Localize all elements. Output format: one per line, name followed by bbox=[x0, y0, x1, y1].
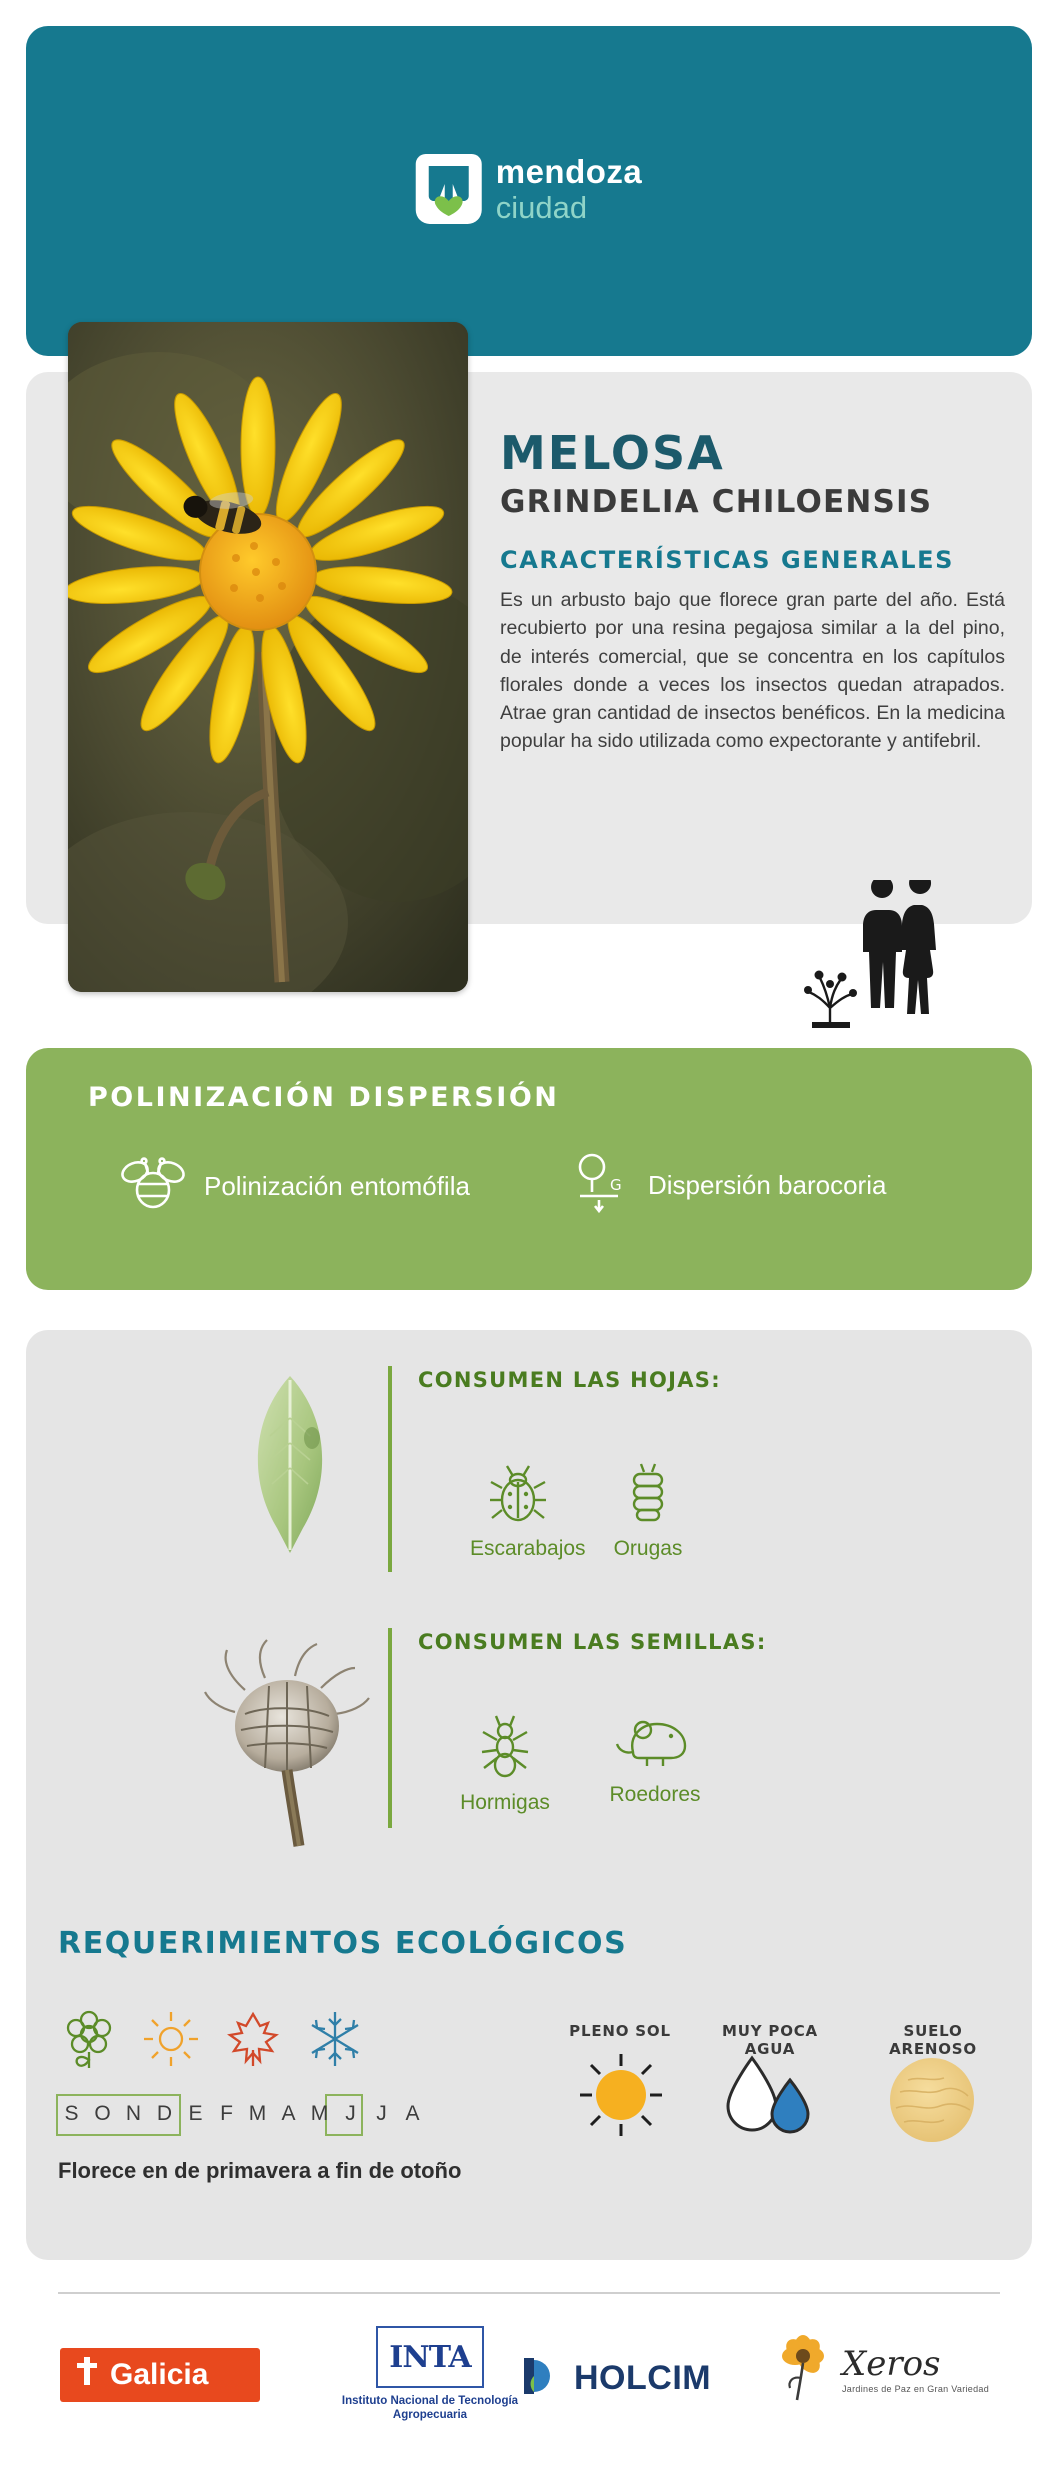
sponsor-xeros bbox=[770, 2330, 1000, 2407]
condition-title-soil: SUELO ARENOSO bbox=[889, 2022, 977, 2058]
season-icons bbox=[58, 2008, 458, 2075]
inta-label: INTA bbox=[389, 2339, 471, 2375]
consumer-label-ant: Hormigas bbox=[460, 1791, 550, 1814]
melosa-flower-photo bbox=[68, 322, 468, 992]
condition-title-sun: PLENO SOL bbox=[569, 2022, 671, 2040]
galicia-logo bbox=[60, 2348, 260, 2402]
seed-drop-icon bbox=[566, 1152, 632, 1219]
mendoza-ciudad-logo bbox=[416, 154, 643, 224]
pollination-band bbox=[26, 1048, 1032, 1290]
month-cell: E bbox=[188, 2102, 203, 2125]
snowflake-icon bbox=[304, 2008, 366, 2075]
consume-leaves-title: CONSUMEN LAS HOJAS: bbox=[418, 1368, 721, 1392]
galicia-mark-icon bbox=[74, 2355, 100, 2395]
divider-seeds bbox=[388, 1628, 392, 1828]
sponsor-holcim bbox=[516, 2352, 711, 2405]
scientific-name: GRINDELIA CHILOENSIS bbox=[500, 484, 933, 520]
footer-divider bbox=[58, 2292, 1000, 2294]
consumer-icon-ant bbox=[450, 1712, 560, 1815]
logo-line1: mendoza bbox=[495, 153, 643, 190]
water-drops-icon bbox=[718, 2052, 824, 2147]
xeros-subtitle: Jardines de Paz en Gran Variedad bbox=[842, 2383, 990, 2394]
bloom-period-text: Florece en de primavera a fin de otoño bbox=[58, 2158, 462, 2183]
pollination-item-1 bbox=[566, 1152, 886, 1219]
month-cell: A bbox=[281, 2102, 296, 2125]
condition-title-water: MUY POCA AGUA bbox=[722, 2022, 818, 2058]
consume-seeds-title: CONSUMEN LAS SEMILLAS: bbox=[418, 1630, 767, 1654]
logo-line2: ciudad bbox=[495, 190, 588, 225]
month-cell: J bbox=[376, 2102, 387, 2125]
xeros-label: Xeros bbox=[842, 2343, 941, 2384]
clover-leaf-icon bbox=[416, 154, 482, 224]
consumer-icon-beetle bbox=[470, 1460, 586, 1561]
pollination-item-0 bbox=[118, 1156, 470, 1217]
pollination-title: POLINIZACIÓN DISPERSIÓN bbox=[88, 1082, 560, 1113]
seedhead-photo bbox=[195, 1630, 385, 1850]
bee-icon bbox=[118, 1156, 188, 1217]
month-cell: N bbox=[125, 2102, 142, 2125]
human-scale-silhouettes bbox=[790, 880, 980, 1030]
holcim-label: HOLCIM bbox=[574, 2359, 712, 2397]
month-cell: J bbox=[345, 2102, 356, 2125]
consumer-label-rodent: Roedores bbox=[609, 1783, 701, 1806]
month-cell: M bbox=[248, 2102, 267, 2125]
caterpillar-icon bbox=[622, 1460, 674, 1524]
species-description: Es un arbusto bajo que florece gran parte del año. Está recubierto por una resina pegajosa similar a la del pino, de interés comercial, que se concentra en los capítulos florales donde a veces los insectos quedan atrapados. Atrae gran cantidad de insectos benéficos. En la medicina popular ha sido utilizada como expectorante y antifebril. bbox=[500, 589, 1005, 753]
inta-logo bbox=[376, 2326, 484, 2388]
ecological-requirements-title: REQUERIMIENTOS ECOLÓGICOS bbox=[58, 1926, 628, 1961]
sun-icon bbox=[578, 2052, 664, 2143]
maple-leaf-icon bbox=[222, 2008, 284, 2075]
sandy-soil-icon bbox=[884, 2052, 980, 2153]
rodent-icon bbox=[613, 1712, 697, 1770]
divider-leaves bbox=[388, 1366, 392, 1572]
consumer-label-caterpillar: Orugas bbox=[613, 1537, 683, 1560]
bloom-calendar bbox=[56, 2094, 456, 2136]
pollination-label-1: Dispersión barocoria bbox=[648, 1170, 887, 1200]
inta-subtitle: Instituto Nacional de Tecnología Agropecuaria bbox=[341, 2395, 519, 2422]
page-title: MELOSA bbox=[500, 426, 725, 480]
svg-text:G: G bbox=[610, 1176, 622, 1194]
month-cell: F bbox=[220, 2102, 233, 2125]
species-title-block bbox=[500, 426, 1010, 756]
month-cell: D bbox=[156, 2102, 173, 2125]
pollination-label-0: Polinización entomófila bbox=[204, 1171, 470, 1201]
consumer-label-beetle: Escarabajos bbox=[470, 1537, 586, 1560]
consumer-icon-caterpillar bbox=[600, 1460, 696, 1561]
header-banner bbox=[26, 26, 1032, 356]
consumer-icon-rodent bbox=[590, 1712, 720, 1807]
galicia-label: Galicia bbox=[110, 2358, 209, 2391]
leaf-photo bbox=[215, 1368, 365, 1568]
sun-icon bbox=[140, 2008, 202, 2075]
month-cell: A bbox=[405, 2102, 420, 2125]
beetle-icon bbox=[487, 1460, 549, 1524]
month-cell: S bbox=[64, 2102, 79, 2125]
section-title-general: CARACTERÍSTICAS GENERALES bbox=[500, 546, 955, 574]
month-cell: O bbox=[94, 2102, 111, 2125]
month-cell: M bbox=[310, 2102, 329, 2125]
sponsor-inta bbox=[340, 2326, 520, 2423]
ant-icon bbox=[477, 1712, 533, 1778]
sponsor-galicia bbox=[60, 2348, 260, 2402]
flower-icon bbox=[58, 2008, 120, 2075]
logo-wordmark bbox=[496, 155, 643, 223]
holcim-mark-icon bbox=[516, 2352, 564, 2405]
xeros-flower-icon bbox=[770, 2330, 836, 2407]
